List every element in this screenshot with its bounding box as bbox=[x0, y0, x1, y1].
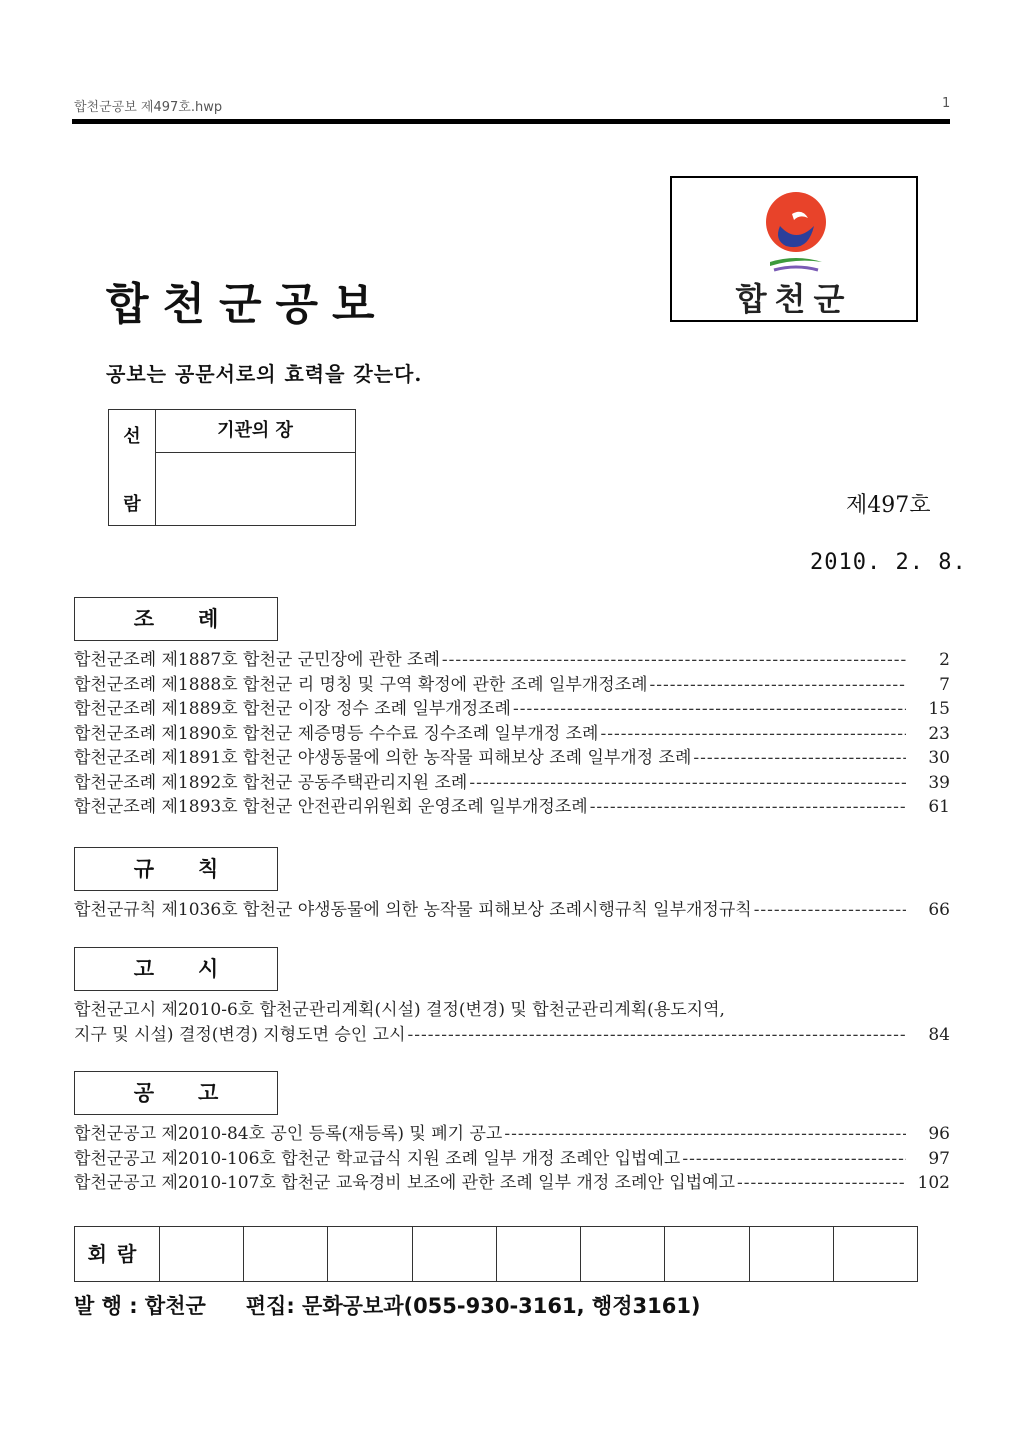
approval-side-top: 선 bbox=[123, 426, 141, 447]
toc-item-page: 61 bbox=[928, 797, 950, 817]
circulation-cell bbox=[581, 1227, 665, 1281]
logo-emblem-icon bbox=[756, 186, 836, 278]
section-label: 조례 bbox=[74, 597, 278, 641]
toc-item-page: 15 bbox=[928, 699, 950, 719]
footer-publisher: 발 행 : 합천군 bbox=[74, 1294, 206, 1318]
toc-item[interactable] bbox=[74, 995, 950, 1044]
approval-box bbox=[108, 409, 356, 526]
toc-item[interactable] bbox=[74, 670, 950, 695]
circulation-cell bbox=[665, 1227, 749, 1281]
circulation-cell bbox=[497, 1227, 581, 1281]
toc-item-title: 합천군조례 제1893호 합천군 안전관리위원회 운영조례 일부개정조례 bbox=[74, 797, 588, 817]
header-page-number: 1 bbox=[942, 96, 951, 111]
circulation-label: 회람 bbox=[75, 1227, 160, 1281]
toc-item-page: 102 bbox=[917, 1173, 950, 1193]
section-label: 공고 bbox=[74, 1071, 278, 1115]
toc-leader bbox=[442, 650, 906, 670]
toc-item-page: 66 bbox=[928, 900, 950, 920]
toc-item[interactable] bbox=[74, 743, 950, 768]
toc-item[interactable] bbox=[74, 1168, 950, 1193]
toc-item-title: 합천군조례 제1889호 합천군 이장 정수 조례 일부개정조례 bbox=[74, 699, 511, 719]
toc-leader bbox=[682, 1149, 906, 1169]
header-file-name: 합천군공보 제497호.hwp bbox=[74, 100, 223, 115]
toc-item-title: 합천군조례 제1892호 합천군 공동주택관리지원 조례 bbox=[74, 772, 468, 793]
toc-item-title: 합천군조례 제1890호 합천군 제증명등 수수료 징수조례 일부개정 조례 bbox=[74, 723, 599, 744]
circulation-cell bbox=[160, 1227, 244, 1281]
toc-item-title: 합천군공고 제2010-107호 합천군 교육경비 보조에 관한 조례 일부 개정 조례안 입법예고 bbox=[74, 1173, 735, 1193]
circulation-cell bbox=[834, 1227, 917, 1281]
toc-leader bbox=[737, 1173, 906, 1193]
section-rules bbox=[74, 847, 950, 920]
toc-leader bbox=[600, 724, 906, 744]
issue-number: 제497호 bbox=[846, 493, 931, 518]
toc-leader bbox=[504, 1124, 906, 1144]
toc-item[interactable] bbox=[74, 768, 950, 793]
circulation-cell bbox=[750, 1227, 834, 1281]
toc-leader bbox=[754, 900, 906, 920]
toc-item-title: 합천군규칙 제1036호 합천군 야생동물에 의한 농작물 피해보상 조례시행규칙 일부개정규칙 bbox=[74, 900, 752, 920]
toc-item-page: 30 bbox=[928, 748, 950, 768]
toc-item-title-line1: 합천군고시 제2010-6호 합천군관리계획(시설) 결정(변경) 및 합천군관리계획(용도지역, bbox=[74, 1000, 725, 1020]
toc-item-title: 합천군공고 제2010-106호 합천군 학교급식 지원 조례 일부 개정 조례안 입법예고 bbox=[74, 1148, 681, 1169]
circulation-cell bbox=[244, 1227, 328, 1281]
approval-header: 기관의 장 bbox=[155, 410, 355, 453]
circulation-box bbox=[74, 1226, 918, 1282]
header-divider bbox=[72, 119, 950, 124]
toc-leader bbox=[590, 797, 906, 817]
toc-item[interactable] bbox=[74, 895, 950, 920]
section-label: 규칙 bbox=[74, 847, 278, 891]
circulation-cell bbox=[413, 1227, 497, 1281]
toc-item-page: 23 bbox=[928, 723, 950, 744]
toc-item-title: 합천군조례 제1887호 합천군 군민장에 관한 조례 bbox=[74, 650, 440, 670]
toc-item-title: 합천군조례 제1888호 합천군 리 명칭 및 구역 확정에 관한 조례 일부개정조례 bbox=[74, 674, 648, 695]
section-label: 고시 bbox=[74, 947, 278, 991]
toc-item-page: 7 bbox=[939, 674, 950, 695]
toc-item-title: 합천군공고 제2010-84호 공인 등록(재등록) 및 폐기 공고 bbox=[74, 1124, 503, 1144]
subtitle: 공보는 공문서로의 효력을 갖는다. bbox=[106, 362, 423, 386]
toc-item[interactable] bbox=[74, 1119, 950, 1144]
toc-item-title: 지구 및 시설) 결정(변경) 지형도면 승인 고시 bbox=[74, 1024, 406, 1045]
section-announcements bbox=[74, 1071, 950, 1193]
toc-item-page: 2 bbox=[939, 650, 950, 670]
logo-box bbox=[670, 176, 918, 322]
toc-item-page: 39 bbox=[928, 772, 950, 793]
toc-leader bbox=[693, 748, 906, 768]
toc-item[interactable] bbox=[74, 719, 950, 744]
toc-item-page: 97 bbox=[928, 1148, 950, 1169]
toc-leader bbox=[408, 1025, 907, 1045]
toc-item[interactable] bbox=[74, 694, 950, 719]
page-title: 합천군공보 bbox=[106, 279, 389, 330]
section-ordinances bbox=[74, 597, 950, 817]
toc-leader bbox=[513, 699, 906, 719]
toc-item[interactable] bbox=[74, 1144, 950, 1169]
toc-item-page: 84 bbox=[928, 1024, 950, 1045]
logo-text: 합천군 bbox=[735, 280, 853, 318]
toc-item-page: 96 bbox=[928, 1124, 950, 1144]
toc-item[interactable] bbox=[74, 792, 950, 817]
toc-leader bbox=[469, 773, 906, 793]
issue-date: 2010. 2. 8. bbox=[810, 550, 967, 575]
footer-editor: 편집: 문화공보과(055-930-3161, 행정3161) bbox=[245, 1294, 701, 1318]
toc-leader bbox=[650, 675, 906, 695]
approval-side-bottom: 람 bbox=[123, 494, 141, 515]
approval-side bbox=[109, 410, 156, 525]
toc-item-title: 합천군조례 제1891호 합천군 야생동물에 의한 농작물 피해보상 조례 일부개정 조례 bbox=[74, 748, 692, 768]
toc-item[interactable] bbox=[74, 645, 950, 670]
section-notices bbox=[74, 947, 950, 1044]
circulation-cell bbox=[328, 1227, 412, 1281]
footer bbox=[74, 1290, 701, 1320]
